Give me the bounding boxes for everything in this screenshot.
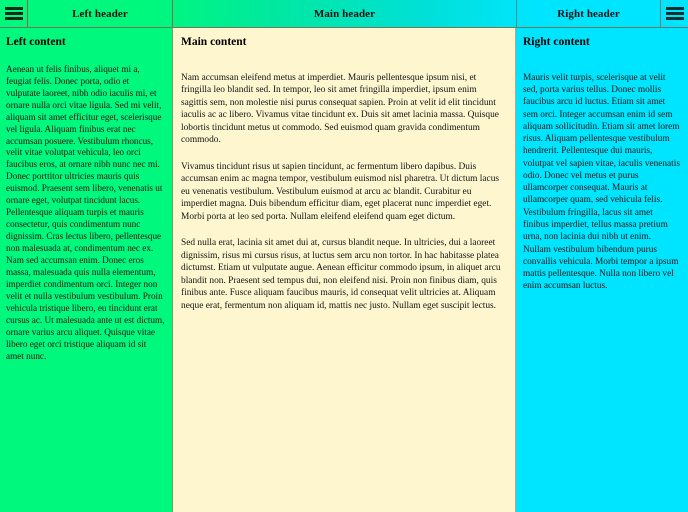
hamburger-line	[5, 7, 23, 10]
hamburger-menu-icon[interactable]	[666, 7, 684, 20]
content-columns	[0, 28, 688, 512]
hamburger-line	[5, 12, 23, 15]
left-menu-button[interactable]	[0, 0, 28, 27]
right-content-heading: Right content	[523, 36, 590, 48]
hamburger-line	[5, 17, 23, 20]
header-bar	[0, 0, 688, 28]
main-content	[173, 28, 516, 512]
hamburger-line	[666, 17, 684, 20]
right-sidebar	[516, 28, 688, 512]
hamburger-line	[666, 12, 684, 15]
hamburger-menu-icon[interactable]	[5, 7, 23, 20]
main-paragraph: Sed nulla erat, lacinia sit amet dui at, cursus blandit neque. In ultricies, dui a laoreet dignissim, risus mi cursus risus, at luctus sem arcu non tortor. In hac habitasse platea dictumst. Etiam ut vulputate augue. Aenean efficitur commodo ipsum, in aliquet arcu blandit non. Praesent sed tempus dui, non eleifend nisi. Proin non finibus diam, quis finibus ante. Fusce aliquam faucibus mauris, id consequat velit ultricies at. Aliquam neque erat, fermentum non aliquam id, mattis nec justo. Nullam eget suscipit lectus.	[181, 238, 501, 311]
main-paragraph: Nam accumsan eleifend metus at imperdiet. Mauris pellentesque ipsum nisi, et fringilla leo blandit sed. In tempor, leo sit amet fringilla imperdiet, ipsum enim sagittis sem, non molestie nisi purus consequat sapien. Proin at velit id elit tincidunt iaculis ac ac libero. Vivamus vitae tincidunt ex. Duis sit amet lacinia massa. Quisque lobortis tincidunt metus ut commodo. Sed euismod quam gravida condimentum commodo.	[181, 72, 499, 146]
left-header-title: Left header	[28, 0, 173, 27]
hamburger-line	[666, 7, 684, 10]
left-sidebar	[0, 28, 173, 512]
main-paragraph: Vivamus tincidunt risus ut sapien tincidunt, ac fermentum libero dapibus. Duis accumsan enim ac magna tempor, vestibulum euismod nisl pharetra. Ut dictum lacus eu venenatis vestibulum. Vestibulum euismod at arcu ac blandit. Curabitur eu imperdiet magna. Duis bibendum efficitur diam, eget placerat nunc imperdiet eget. Morbi porta at leo sed porta. Nullam eleifend eleifend quam eget dictum.	[181, 161, 500, 222]
right-header-title: Right header	[557, 7, 620, 20]
main-content-heading: Main content	[181, 36, 247, 48]
right-paragraph: Mauris velit turpis, scelerisque at velit sed, porta varius tellus. Donec mollis faucibus arcu id luctus. Etiam sit amet sem orci. Integer accumsan enim id sem aliquam sollicitudin. Etiam sit amet lorem risus. Aliquam pellentesque vestibulum hendrerit. Pellentesque dui mauris, volutpat vel sapien vitae, iaculis venenatis odio. Donec vel metus et purus ullamcorper consequat. Mauris at ullamcorper quam, sed vehicula felis. Vestibulum fringilla, lacus sit amet finibus imperdiet, tellus massa pretium urna, non lacinia dui nibh ut enim. Nullam vestibulum bibendum purus convallis vehicula. Morbi tempor a ipsum mattis pellentesque. Nulla non libero vel enim accumsan luctus.	[523, 72, 680, 292]
left-content-heading: Left content	[6, 36, 66, 48]
main-header-title: Main header	[173, 0, 517, 27]
right-menu-button[interactable]	[660, 0, 688, 27]
left-paragraph: Aenean ut felis finibus, aliquet mi a, feugiat felis. Donec porta, odio et vulputate laoreet, nibh odio iaculis mi, et ornare nulla orci vitae ligula. Sed mi velit, aliquam sit amet efficitur eget, scelerisque vel ligula. Aliquam finibus erat nec accumsan posuere. Vestibulum rhoncus, velit vitae volutpat vehicula, leo orci faucibus eros, at ornare nibh nunc nec mi. Donec porttitor ultricies mauris quis euismod. Praesent sem libero, venenatis ut ornare eget, volutpat tincidunt lacus. Pellentesque aliquam turpis et mauris consectetur, quis condimentum nunc dignissim. Cras lectus libero, pellentesque non malesuada at, condimentum nec ex. Nam sed accumsan enim. Donec eros massa, malesuada quis nulla elementum, imperdiet condimentum orci. Integer non velit et nulla vestibulum vestibulum. Proin vehicula tristique libero, eu tincidunt erat cursus ac. Ut malesuada ante ut est dictum, ornare varius arcu aliquet. Quisque vitae libero eget orci tristique aliquam id sit amet nunc.	[6, 63, 165, 361]
